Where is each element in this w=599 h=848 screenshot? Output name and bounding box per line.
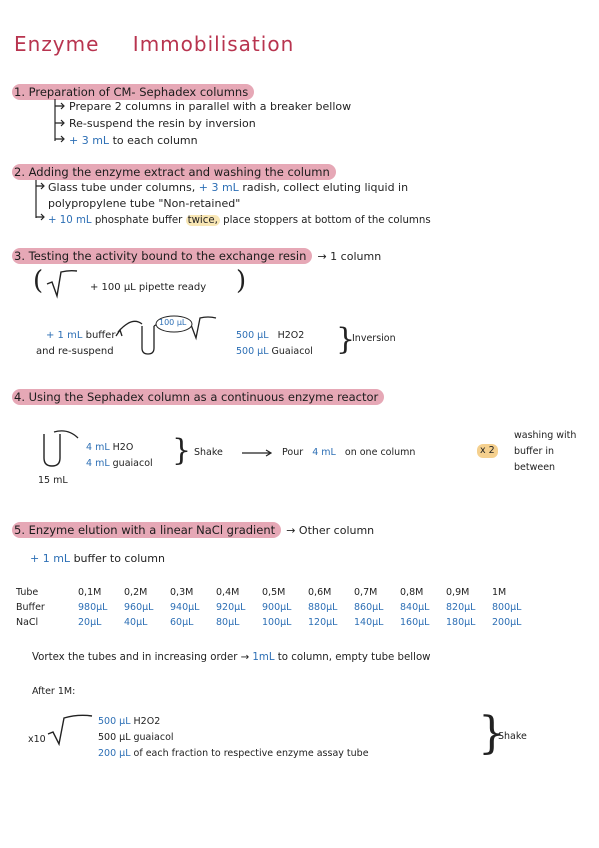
s5-fraction-volume: 200 µL: [98, 748, 131, 759]
table-cell: 160µL: [400, 617, 430, 628]
s5-fraction-text: of each fraction to respective enzyme assay tube: [133, 748, 369, 759]
s4-guaiacol-volume: 4 mL: [86, 458, 110, 469]
s2-line-1: [48, 181, 408, 195]
close-paren-icon: ): [236, 266, 247, 296]
s3-guaiacol-line: [236, 345, 313, 359]
table-cell: 800µL: [492, 602, 522, 613]
s5-h2o2-label: H2O2: [133, 716, 161, 727]
s3-pipette-line: + 100 µL pipette ready: [90, 282, 207, 293]
brace-icon: }: [336, 322, 356, 357]
section-2-heading: 2. Adding the enzyme extract and washing the column: [12, 164, 336, 180]
s3-guaiacol-label: Guaiacol: [271, 346, 313, 357]
table-cell: 960µL: [124, 602, 154, 613]
s5-times-ten: x10: [28, 734, 46, 745]
page-title: Enzyme Immobilisation: [14, 32, 295, 56]
table-cell: 0,6M: [308, 587, 332, 598]
s1-volume: + 3 mL: [69, 134, 110, 147]
table-cell: 20µL: [78, 617, 102, 628]
s4-wash-line-3: between: [514, 462, 556, 473]
brace-icon: }: [172, 433, 192, 468]
tree-connector-icon: [33, 180, 47, 224]
table-cell: 80µL: [216, 617, 240, 628]
table-cell: 120µL: [308, 617, 338, 628]
s3-arrow-text: → 1 column: [317, 250, 382, 263]
gradient-table: [16, 585, 538, 630]
table-cell: 140µL: [354, 617, 384, 628]
table-cell: 0,4M: [216, 587, 240, 598]
s3-h2o2-line: [236, 329, 304, 343]
s5-add-buffer-text: buffer to column: [73, 552, 165, 565]
s2-line-3: [48, 214, 431, 228]
s5-shake: Shake: [498, 731, 527, 742]
table-cell: 1M: [492, 587, 507, 598]
s5-vortex-text-a: Vortex the tubes and in increasing order →: [32, 652, 250, 663]
table-cell: 200µL: [492, 617, 522, 628]
table-cell: 880µL: [308, 602, 338, 613]
s1-bullet-3-text: to each column: [112, 134, 198, 147]
table-cell: 0,8M: [400, 587, 424, 598]
section-3-heading-row: [12, 245, 381, 264]
s1-bullet-3: [69, 134, 198, 148]
s1-bullet-1: Prepare 2 columns in parallel with a breaker bellow: [69, 100, 352, 113]
table-row: [16, 585, 538, 600]
s3-buffer-volume: + 1 mL: [46, 330, 83, 341]
row-label-nacl: NaCl: [16, 617, 39, 628]
section-5-heading-row: [12, 519, 374, 538]
table-cell: 60µL: [170, 617, 194, 628]
table-cell: 0,7M: [354, 587, 378, 598]
s2-radish-volume: + 3 mL: [198, 181, 239, 194]
s3-h2o2-volume: 500 µL: [236, 330, 269, 341]
table-cell: 180µL: [446, 617, 476, 628]
s4-guaiacol-line: [86, 457, 153, 471]
table-cell: 0,3M: [170, 587, 194, 598]
s5-vortex-volume: 1mL: [252, 652, 275, 663]
s4-pour-volume: 4 mL: [312, 447, 336, 458]
table-cell: 940µL: [170, 602, 200, 613]
s4-h2o-label: H2O: [112, 442, 134, 453]
s5-add-buffer: [30, 552, 165, 566]
s5-arrow-text: → Other column: [286, 524, 375, 537]
section-5-heading: 5. Enzyme elution with a linear NaCl gradient: [12, 522, 281, 538]
s4-pour-label: Pour: [282, 447, 304, 458]
s4-h2o-line: [86, 441, 133, 455]
s3-resuspend: and re-suspend: [36, 346, 114, 357]
s3-buffer-text: buffer: [85, 330, 116, 341]
section-1-heading: 1. Preparation of CM- Sephadex columns: [12, 84, 254, 100]
s3-guaiacol-volume: 500 µL: [236, 346, 269, 357]
s4-h2o-volume: 4 mL: [86, 442, 110, 453]
s2-line-1-text-a: Glass tube under columns,: [48, 181, 196, 194]
table-cell: 860µL: [354, 602, 384, 613]
row-label-buffer: Buffer: [16, 602, 45, 613]
s5-after: After 1M:: [32, 686, 76, 697]
s4-washing-note: [514, 428, 576, 476]
s5-fraction-line-3: [98, 747, 369, 761]
section-3-heading: 3. Testing the activity bound to the exchange resin: [12, 248, 312, 264]
sqrt-tube-icon: [46, 712, 96, 746]
sqrt-tube-icon: [45, 268, 79, 298]
table-cell: 0,5M: [262, 587, 286, 598]
tree-connector-icon: [52, 99, 66, 145]
table-cell: 920µL: [216, 602, 246, 613]
s5-vortex-text-b: to column, empty tube bellow: [277, 652, 431, 663]
open-paren-icon: (: [33, 266, 44, 296]
table-cell: 100µL: [262, 617, 292, 628]
s4-pour-line: [282, 446, 415, 460]
s5-vortex-line: [32, 651, 431, 665]
s4-times-two: x 2: [477, 444, 498, 458]
s2-line-3-text-a: phosphate buffer: [94, 215, 183, 226]
s3-bubble-volume: 100 µL: [159, 318, 187, 327]
table-cell: 0,9M: [446, 587, 470, 598]
s5-h2o2-volume: 500 µL: [98, 716, 131, 727]
s1-bullet-2: Re-suspend the resin by inversion: [69, 117, 256, 130]
table-row: [16, 600, 538, 615]
row-label-tube: Tube: [16, 587, 39, 598]
arrow-right-icon: [242, 449, 274, 457]
s4-wash-line-1: washing with: [514, 430, 577, 441]
s5-fraction-line-2: 500 µL guaiacol: [98, 732, 174, 743]
s3-h2o2-label: H2O2: [277, 330, 305, 341]
s2-line-1-text-b: radish, collect eluting liquid in: [242, 181, 409, 194]
s4-shake: Shake: [194, 447, 223, 458]
s4-tube-volume: 15 mL: [38, 475, 68, 486]
s2-buffer-volume: + 10 mL: [48, 215, 92, 226]
table-cell: 40µL: [124, 617, 148, 628]
s5-buffer-volume: + 1 mL: [30, 552, 71, 565]
table-cell: 0,1M: [78, 587, 102, 598]
table-cell: 820µL: [446, 602, 476, 613]
s5-fraction-line-1: [98, 715, 160, 729]
s4-wash-line-2: buffer in: [514, 446, 555, 457]
table-row: [16, 615, 538, 630]
table-cell: 0,2M: [124, 587, 148, 598]
s4-pour-text: on one column: [344, 447, 416, 458]
tube-icon: [36, 428, 84, 470]
brace-icon: }: [478, 708, 506, 759]
table-cell: 900µL: [262, 602, 292, 613]
s2-line-2: polypropylene tube "Non-retained": [48, 197, 241, 210]
s4-guaiacol-label: guaiacol: [112, 458, 153, 469]
s2-twice-highlight: twice,: [187, 215, 218, 226]
s3-inversion: Inversion: [352, 333, 396, 344]
s3-buffer-line: [46, 329, 115, 343]
s2-line-3-text-b: place stoppers at bottom of the columns: [223, 215, 431, 226]
table-cell: 840µL: [400, 602, 430, 613]
section-4-heading: 4. Using the Sephadex column as a continuous enzyme reactor: [12, 389, 384, 405]
table-cell: 980µL: [78, 602, 108, 613]
